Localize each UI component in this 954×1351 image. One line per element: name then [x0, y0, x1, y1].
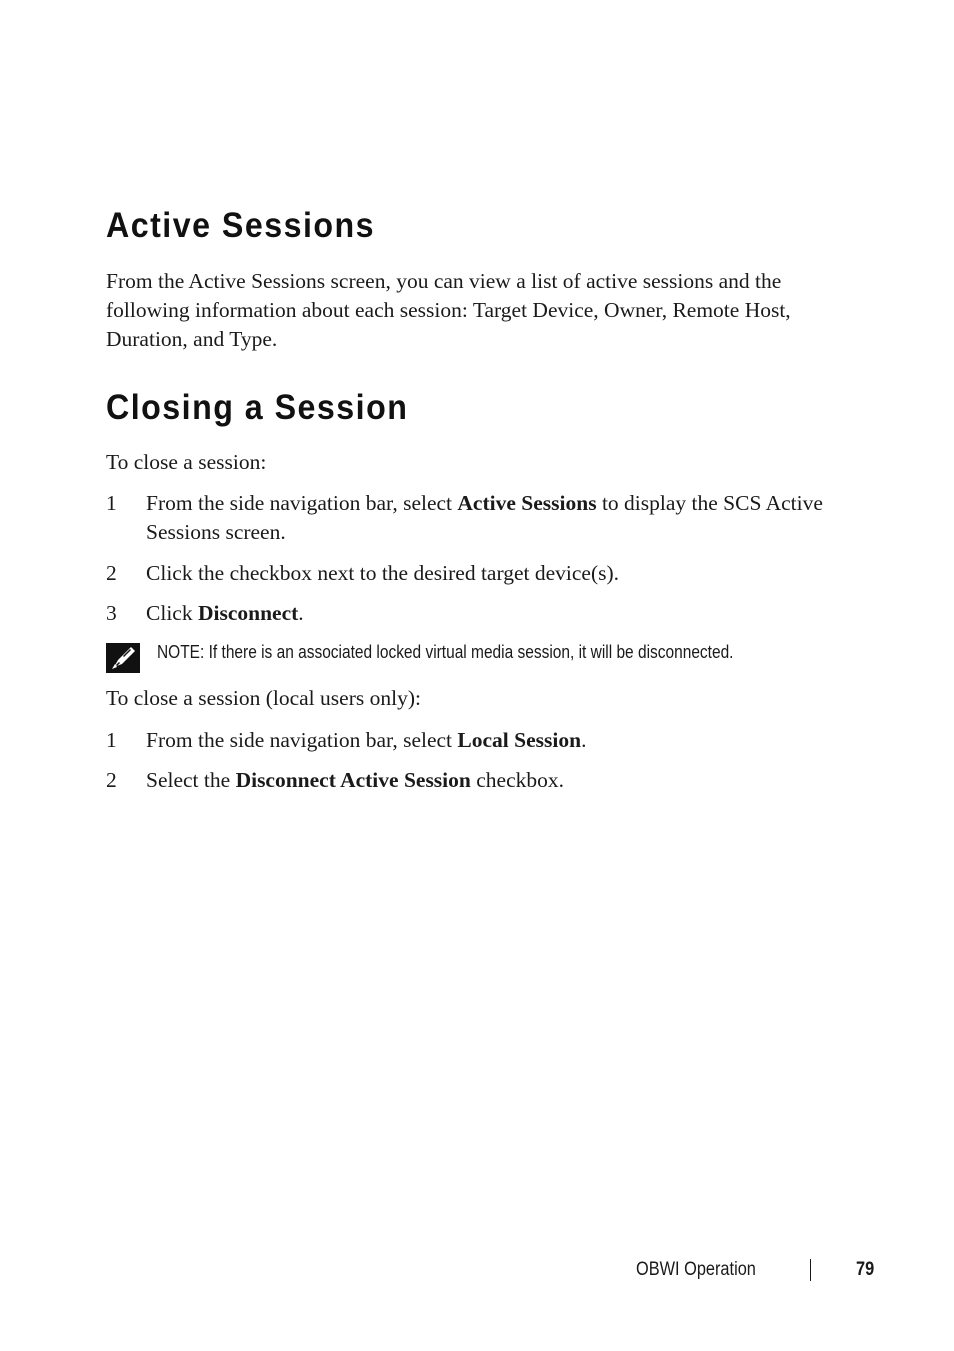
step-text-part: .	[581, 728, 587, 752]
step-text-part: From the side navigation bar, select	[146, 728, 458, 752]
footer-divider	[810, 1259, 811, 1281]
pencil-note-icon	[106, 643, 140, 673]
active-sessions-paragraph: From the Active Sessions screen, you can view a list of active sessions and the following information about each session: Target Device, Owner, Remote Host, Duration, and Type.	[106, 269, 791, 351]
note-callout	[106, 640, 866, 674]
step-text-part: checkbox.	[470, 768, 564, 792]
step-text	[146, 726, 866, 755]
local-session-intro: To close a session (local users only):	[106, 686, 421, 710]
ui-term: Active Sessions	[457, 491, 597, 515]
footer-section-title: OBWI Operation	[636, 1259, 756, 1280]
step-number: 1	[106, 491, 117, 515]
list-item	[106, 559, 866, 588]
step-text	[146, 599, 866, 628]
step-text-part: Click	[146, 601, 198, 625]
step-text-part: to display the SCS Active Sessions screen.	[146, 491, 823, 544]
step-number: 2	[106, 561, 117, 585]
page-footer	[0, 1257, 954, 1285]
list-item	[106, 726, 866, 755]
list-item	[106, 489, 866, 547]
step-text-part: Select the	[146, 768, 236, 792]
note-label: NOTE:	[157, 642, 205, 662]
step-number: 1	[106, 728, 117, 752]
heading-closing-session: Closing a Session	[106, 388, 409, 427]
step-text-part: .	[298, 601, 304, 625]
page-number: 79	[856, 1259, 875, 1280]
step-text	[146, 489, 866, 547]
ui-term: Local Session	[457, 728, 582, 752]
note-body: If there is an associated locked virtual media session, it will be disconnected.	[204, 642, 734, 662]
step-number: 2	[106, 768, 117, 792]
step-text-part: From the side navigation bar, select	[146, 491, 458, 515]
ui-term: Disconnect	[197, 601, 299, 625]
heading-active-sessions: Active Sessions	[106, 206, 376, 245]
list-item	[106, 599, 866, 628]
close-session-intro: To close a session:	[106, 450, 267, 474]
ui-term: Disconnect Active Session	[235, 768, 471, 792]
step-text	[146, 766, 866, 795]
note-text	[157, 640, 733, 664]
step-text: Click the checkbox next to the desired target device(s).	[146, 561, 620, 585]
step-number: 3	[106, 601, 117, 625]
list-item	[106, 766, 866, 795]
